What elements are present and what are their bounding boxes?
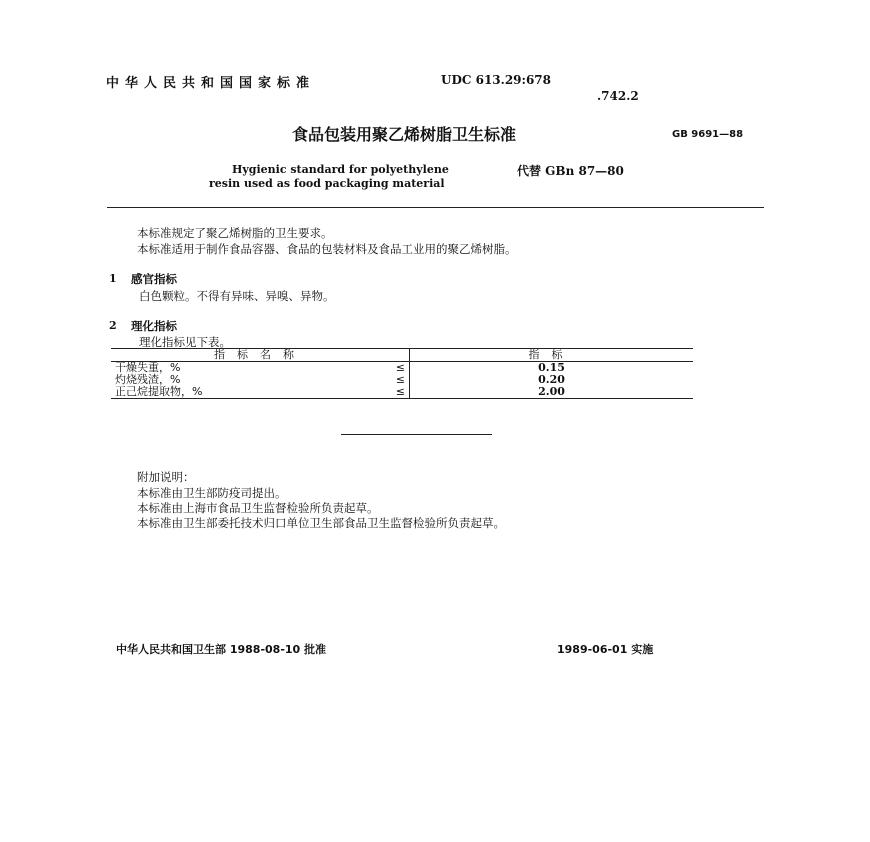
table-header-row — [111, 349, 693, 362]
section-2-number: 2 — [109, 319, 117, 332]
table-row — [111, 386, 693, 399]
notes-line-2: 本标准由上海市食品卫生监督检验所负责起草。 — [137, 501, 379, 515]
row-name: 正己烷提取物，% — [111, 386, 381, 399]
udc-code-continued: .742.2 — [597, 89, 639, 103]
row-name: 灼烧残渣，% — [115, 373, 181, 386]
physicochemical-table — [111, 348, 693, 399]
section-1-body: 白色颗粒。不得有异味、异嗅、异物。 — [139, 289, 335, 303]
end-of-text-rule — [341, 434, 492, 435]
row-operator: ≤ — [381, 362, 410, 375]
column-header-name: 指标名称 — [111, 349, 410, 362]
country-standard-heading: 中华人民共和国国家标准 — [106, 76, 316, 91]
replaces-standard: 代替 GBn 87—80 — [517, 164, 624, 178]
header-divider — [107, 207, 764, 208]
row-value: 0.15 — [538, 361, 565, 374]
notes-line-1: 本标准由卫生部防疫司提出。 — [137, 486, 287, 500]
section-2-body: 理化指标见下表。 — [139, 335, 231, 349]
row-value: 2.00 — [410, 386, 694, 399]
intro-line-1: 本标准规定了聚乙烯树脂的卫生要求。 — [137, 226, 333, 240]
intro-line-2: 本标准适用于制作食品容器、食品的包装材料及食品工业用的聚乙烯树脂。 — [137, 242, 517, 256]
document-title: 食品包装用聚乙烯树脂卫生标准 — [292, 125, 517, 144]
section-2-title: 理化指标 — [131, 319, 177, 333]
effective-date: 1989-06-01 实施 — [557, 643, 654, 656]
english-title-line1: Hygienic standard for polyethylene — [232, 163, 449, 176]
row-value: 0.20 — [538, 373, 565, 386]
row-operator: ≤ — [381, 386, 410, 399]
section-1-number: 1 — [109, 272, 117, 285]
notes-heading: 附加说明： — [137, 470, 195, 484]
row-operator: ≤ — [381, 374, 410, 386]
section-1-title: 感官指标 — [131, 272, 177, 286]
approval-date: 中华人民共和国卫生部 1988-08-10 批准 — [116, 643, 327, 656]
english-title-line2: resin used as food packaging material — [209, 177, 445, 190]
column-header-value: 指标 — [410, 349, 694, 362]
row-name: 干燥失重，% — [115, 361, 181, 374]
gb-number: GB 9691—88 — [672, 129, 744, 140]
notes-line-3: 本标准由卫生部委托技术归口单位卫生部食品卫生监督检验所负责起草。 — [137, 516, 505, 530]
udc-code: UDC 613.29:678 — [441, 73, 552, 87]
